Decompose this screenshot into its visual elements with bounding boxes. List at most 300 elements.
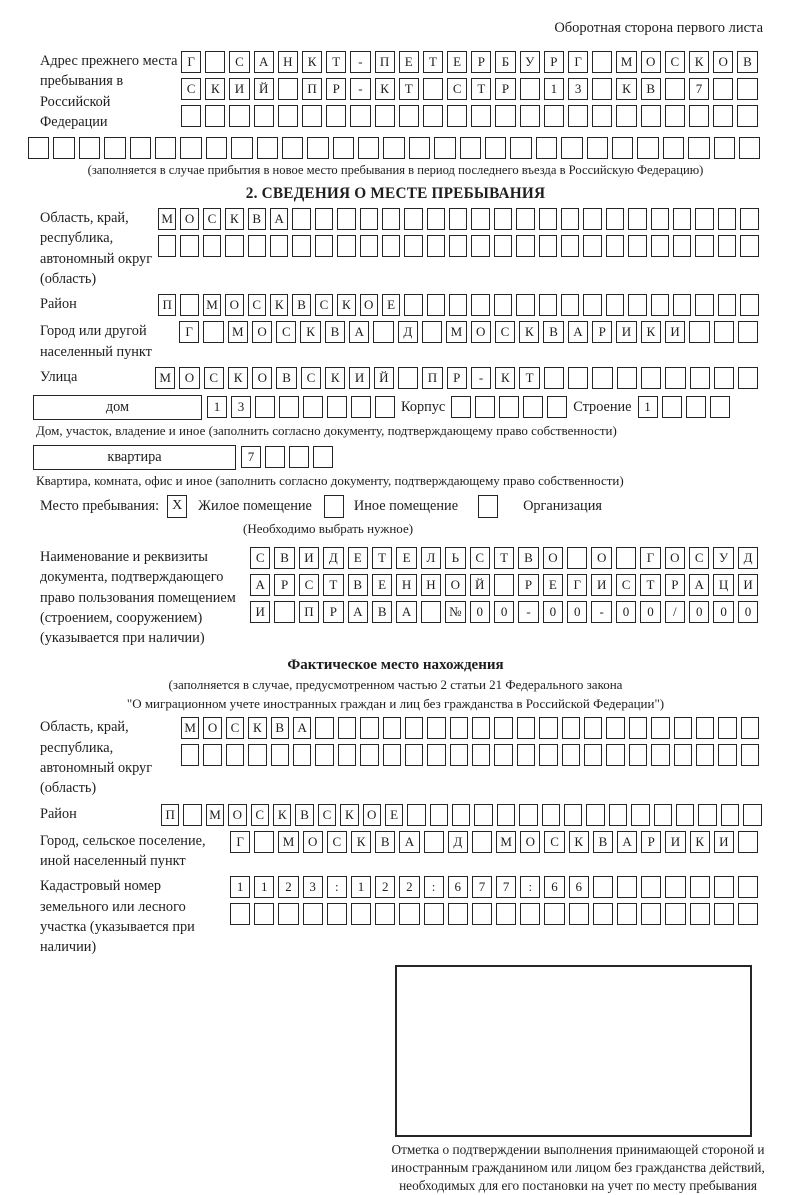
grid-cell[interactable] (740, 208, 758, 230)
grid-cell[interactable] (609, 804, 627, 826)
grid-cell[interactable] (718, 717, 736, 739)
grid-cell[interactable] (495, 105, 515, 127)
grid-cell[interactable] (230, 903, 250, 925)
grid-cell[interactable] (586, 804, 604, 826)
grid-cell[interactable]: К (337, 294, 355, 316)
grid-cell[interactable] (383, 744, 401, 766)
grid-cell[interactable]: Г (640, 547, 660, 569)
grid-cell[interactable]: Р (544, 51, 564, 73)
grid-cell[interactable]: Т (423, 51, 443, 73)
grid-cell[interactable] (472, 903, 492, 925)
grid-cell[interactable]: И (299, 547, 319, 569)
grid-cell[interactable] (450, 744, 468, 766)
grid-cell[interactable] (248, 235, 266, 257)
grid-cell[interactable] (718, 744, 736, 766)
grid-cell[interactable] (561, 137, 582, 159)
grid-cell[interactable] (449, 294, 467, 316)
grid-cell[interactable] (180, 294, 198, 316)
grid-cell[interactable] (180, 137, 201, 159)
grid-cell[interactable]: У (713, 547, 733, 569)
grid-cell[interactable] (721, 804, 739, 826)
grid-cell[interactable] (427, 744, 445, 766)
grid-cell[interactable] (327, 396, 347, 418)
grid-cell[interactable]: И (591, 574, 611, 596)
grid-cell[interactable] (494, 744, 512, 766)
grid-cell[interactable] (520, 903, 540, 925)
grid-cell[interactable]: К (616, 78, 636, 100)
grid-cell[interactable] (226, 744, 244, 766)
grid-cell[interactable]: В (276, 367, 296, 389)
grid-cell[interactable] (278, 78, 298, 100)
grid-cell[interactable] (460, 137, 481, 159)
grid-cell[interactable]: Н (396, 574, 416, 596)
grid-cell[interactable]: В (325, 321, 345, 343)
grid-cell[interactable]: А (689, 574, 709, 596)
grid-cell[interactable]: М (181, 717, 199, 739)
grid-cell[interactable] (606, 294, 624, 316)
grid-cell[interactable]: С (251, 804, 269, 826)
grid-cell[interactable] (327, 903, 347, 925)
grid-cell[interactable] (631, 804, 649, 826)
grid-cell[interactable] (307, 137, 328, 159)
grid-cell[interactable] (606, 235, 624, 257)
grid-cell[interactable]: Т (372, 547, 392, 569)
grid-cell[interactable] (231, 137, 252, 159)
grid-cell[interactable]: М (158, 208, 176, 230)
grid-cell[interactable] (496, 903, 516, 925)
grid-cell[interactable] (714, 321, 734, 343)
grid-cell[interactable] (205, 105, 225, 127)
grid-cell[interactable]: Е (382, 294, 400, 316)
grid-cell[interactable] (737, 105, 757, 127)
grid-cell[interactable] (690, 903, 710, 925)
grid-cell[interactable] (738, 321, 758, 343)
grid-cell[interactable] (713, 105, 733, 127)
grid-cell[interactable] (155, 137, 176, 159)
grid-cell[interactable]: А (293, 717, 311, 739)
grid-cell[interactable] (539, 717, 557, 739)
grid-cell[interactable] (710, 396, 730, 418)
grid-cell[interactable] (637, 137, 658, 159)
grid-cell[interactable] (654, 804, 672, 826)
grid-cell[interactable]: 1 (230, 876, 250, 898)
grid-cell[interactable] (737, 78, 757, 100)
grid-cell[interactable]: В (372, 601, 392, 623)
grid-cell[interactable]: С (665, 51, 685, 73)
grid-cell[interactable]: О (520, 831, 540, 853)
grid-cell[interactable] (265, 446, 285, 468)
grid-cell[interactable] (665, 876, 685, 898)
grid-cell[interactable] (471, 235, 489, 257)
grid-cell[interactable] (229, 105, 249, 127)
grid-cell[interactable] (738, 903, 758, 925)
grid-cell[interactable] (350, 105, 370, 127)
grid-cell[interactable] (254, 105, 274, 127)
grid-cell[interactable]: К (569, 831, 589, 853)
grid-cell[interactable] (360, 235, 378, 257)
grid-cell[interactable]: О (445, 574, 465, 596)
grid-cell[interactable] (375, 396, 395, 418)
grid-cell[interactable] (382, 208, 400, 230)
grid-cell[interactable] (740, 235, 758, 257)
grid-cell[interactable] (651, 294, 669, 316)
grid-cell[interactable]: Б (495, 51, 515, 73)
grid-cell[interactable] (351, 396, 371, 418)
grid-cell[interactable] (423, 105, 443, 127)
grid-cell[interactable]: О (203, 717, 221, 739)
grid-cell[interactable] (696, 717, 714, 739)
grid-cell[interactable] (404, 235, 422, 257)
grid-cell[interactable] (254, 831, 274, 853)
grid-cell[interactable] (278, 903, 298, 925)
grid-cell[interactable]: К (205, 78, 225, 100)
grid-cell[interactable]: О (713, 51, 733, 73)
grid-cell[interactable]: С (226, 717, 244, 739)
grid-cell[interactable] (641, 903, 661, 925)
grid-cell[interactable] (617, 903, 637, 925)
grid-cell[interactable] (475, 396, 495, 418)
grid-cell[interactable] (544, 367, 564, 389)
grid-cell[interactable] (519, 804, 537, 826)
grid-cell[interactable]: : (424, 876, 444, 898)
grid-cell[interactable] (583, 235, 601, 257)
grid-cell[interactable] (536, 137, 557, 159)
grid-cell[interactable] (740, 294, 758, 316)
grid-cell[interactable]: 6 (569, 876, 589, 898)
grid-cell[interactable]: А (250, 574, 270, 596)
grid-cell[interactable]: И (714, 831, 734, 853)
grid-cell[interactable] (373, 321, 393, 343)
grid-cell[interactable] (629, 717, 647, 739)
grid-cell[interactable] (689, 105, 709, 127)
grid-cell[interactable]: 7 (241, 446, 261, 468)
grid-cell[interactable]: 0 (543, 601, 563, 623)
grid-cell[interactable] (665, 367, 685, 389)
grid-cell[interactable]: Г (181, 51, 201, 73)
grid-cell[interactable] (405, 717, 423, 739)
grid-cell[interactable]: Т (323, 574, 343, 596)
grid-cell[interactable] (673, 294, 691, 316)
grid-cell[interactable] (485, 137, 506, 159)
grid-cell[interactable]: Р (641, 831, 661, 853)
grid-cell[interactable]: С (250, 547, 270, 569)
grid-cell[interactable]: С (544, 831, 564, 853)
grid-cell[interactable]: Е (385, 804, 403, 826)
grid-cell[interactable]: 3 (568, 78, 588, 100)
grid-cell[interactable]: А (270, 208, 288, 230)
grid-cell[interactable] (383, 137, 404, 159)
inoe-checkbox[interactable] (324, 495, 344, 518)
grid-cell[interactable]: П (158, 294, 176, 316)
grid-cell[interactable] (695, 235, 713, 257)
grid-cell[interactable]: Р (518, 574, 538, 596)
grid-cell[interactable]: Д (738, 547, 758, 569)
grid-cell[interactable] (303, 903, 323, 925)
grid-cell[interactable]: С (299, 574, 319, 596)
grid-cell[interactable]: О (360, 294, 378, 316)
grid-cell[interactable] (606, 717, 624, 739)
grid-cell[interactable] (315, 744, 333, 766)
grid-cell[interactable]: П (375, 51, 395, 73)
grid-cell[interactable]: В (348, 574, 368, 596)
grid-cell[interactable] (181, 744, 199, 766)
grid-cell[interactable] (183, 804, 201, 826)
grid-cell[interactable]: В (737, 51, 757, 73)
grid-cell[interactable] (662, 396, 682, 418)
grid-cell[interactable] (28, 137, 49, 159)
grid-cell[interactable] (257, 137, 278, 159)
grid-cell[interactable] (690, 367, 710, 389)
grid-cell[interactable] (326, 105, 346, 127)
grid-cell[interactable]: С (229, 51, 249, 73)
grid-cell[interactable]: Н (278, 51, 298, 73)
grid-cell[interactable]: Г (567, 574, 587, 596)
grid-cell[interactable] (587, 137, 608, 159)
grid-cell[interactable] (628, 235, 646, 257)
grid-cell[interactable] (713, 78, 733, 100)
grid-cell[interactable]: С (327, 831, 347, 853)
grid-cell[interactable] (520, 78, 540, 100)
grid-cell[interactable]: - (471, 367, 491, 389)
grid-cell[interactable]: П (302, 78, 322, 100)
grid-cell[interactable]: : (520, 876, 540, 898)
grid-cell[interactable] (739, 137, 760, 159)
grid-cell[interactable]: 1 (254, 876, 274, 898)
grid-cell[interactable] (516, 235, 534, 257)
grid-cell[interactable]: С (181, 78, 201, 100)
grid-cell[interactable]: М (203, 294, 221, 316)
grid-cell[interactable]: М (446, 321, 466, 343)
grid-cell[interactable]: К (248, 717, 266, 739)
grid-cell[interactable] (718, 208, 736, 230)
grid-cell[interactable]: 2 (278, 876, 298, 898)
grid-cell[interactable]: Д (323, 547, 343, 569)
grid-cell[interactable]: Г (179, 321, 199, 343)
grid-cell[interactable] (520, 105, 540, 127)
grid-cell[interactable] (593, 876, 613, 898)
grid-cell[interactable]: Т (519, 367, 539, 389)
grid-cell[interactable] (471, 294, 489, 316)
grid-cell[interactable] (593, 903, 613, 925)
grid-cell[interactable]: М (155, 367, 175, 389)
grid-cell[interactable]: Р (274, 574, 294, 596)
grid-cell[interactable]: 0 (738, 601, 758, 623)
grid-cell[interactable] (592, 51, 612, 73)
grid-cell[interactable] (510, 137, 531, 159)
grid-cell[interactable] (617, 876, 637, 898)
grid-cell[interactable]: Т (494, 547, 514, 569)
grid-cell[interactable]: О (228, 804, 246, 826)
grid-cell[interactable]: А (617, 831, 637, 853)
grid-cell[interactable] (449, 208, 467, 230)
grid-cell[interactable]: Т (326, 51, 346, 73)
grid-cell[interactable] (612, 137, 633, 159)
grid-cell[interactable] (696, 744, 714, 766)
grid-cell[interactable] (592, 367, 612, 389)
grid-cell[interactable]: М (206, 804, 224, 826)
grid-cell[interactable] (337, 235, 355, 257)
grid-cell[interactable] (651, 235, 669, 257)
grid-cell[interactable] (523, 396, 543, 418)
grid-cell[interactable] (434, 137, 455, 159)
grid-cell[interactable]: Е (372, 574, 392, 596)
grid-cell[interactable] (673, 235, 691, 257)
grid-cell[interactable]: М (228, 321, 248, 343)
grid-cell[interactable] (338, 744, 356, 766)
grid-cell[interactable]: Т (640, 574, 660, 596)
grid-cell[interactable]: К (689, 51, 709, 73)
grid-cell[interactable]: С (447, 78, 467, 100)
grid-cell[interactable] (358, 137, 379, 159)
grid-cell[interactable] (562, 717, 580, 739)
grid-cell[interactable]: В (518, 547, 538, 569)
grid-cell[interactable] (315, 235, 333, 257)
grid-cell[interactable]: В (292, 294, 310, 316)
grid-cell[interactable]: О (591, 547, 611, 569)
grid-cell[interactable] (665, 78, 685, 100)
grid-cell[interactable] (592, 105, 612, 127)
grid-cell[interactable]: 0 (470, 601, 490, 623)
grid-cell[interactable] (303, 396, 323, 418)
grid-cell[interactable] (592, 78, 612, 100)
grid-cell[interactable]: - (518, 601, 538, 623)
grid-cell[interactable]: 0 (689, 601, 709, 623)
grid-cell[interactable] (561, 235, 579, 257)
grid-cell[interactable]: О (641, 51, 661, 73)
grid-cell[interactable]: С (301, 367, 321, 389)
grid-cell[interactable]: - (591, 601, 611, 623)
grid-cell[interactable]: Е (447, 51, 467, 73)
grid-cell[interactable] (714, 876, 734, 898)
grid-cell[interactable]: П (299, 601, 319, 623)
grid-cell[interactable] (104, 137, 125, 159)
grid-cell[interactable]: С (318, 804, 336, 826)
grid-cell[interactable] (738, 367, 758, 389)
grid-cell[interactable]: О (471, 321, 491, 343)
grid-cell[interactable] (248, 744, 266, 766)
grid-cell[interactable] (714, 903, 734, 925)
grid-cell[interactable]: 3 (303, 876, 323, 898)
grid-cell[interactable] (130, 137, 151, 159)
grid-cell[interactable]: 6 (448, 876, 468, 898)
grid-cell[interactable]: 6 (544, 876, 564, 898)
grid-cell[interactable]: 1 (638, 396, 658, 418)
grid-cell[interactable]: Е (396, 547, 416, 569)
grid-cell[interactable]: М (616, 51, 636, 73)
grid-cell[interactable]: 7 (496, 876, 516, 898)
grid-cell[interactable]: 1 (207, 396, 227, 418)
grid-cell[interactable] (270, 235, 288, 257)
grid-cell[interactable] (568, 367, 588, 389)
grid-cell[interactable]: Т (399, 78, 419, 100)
grid-cell[interactable] (651, 208, 669, 230)
grid-cell[interactable]: О (179, 367, 199, 389)
grid-cell[interactable]: А (399, 831, 419, 853)
grid-cell[interactable]: О (665, 547, 685, 569)
grid-cell[interactable] (628, 208, 646, 230)
grid-cell[interactable] (665, 903, 685, 925)
grid-cell[interactable] (690, 876, 710, 898)
grid-cell[interactable]: К (225, 208, 243, 230)
grid-cell[interactable] (738, 876, 758, 898)
grid-cell[interactable]: О (543, 547, 563, 569)
grid-cell[interactable]: К (495, 367, 515, 389)
grid-cell[interactable] (686, 396, 706, 418)
grid-cell[interactable] (516, 294, 534, 316)
grid-cell[interactable] (448, 903, 468, 925)
grid-cell[interactable] (203, 235, 221, 257)
grid-cell[interactable]: В (593, 831, 613, 853)
grid-cell[interactable] (651, 744, 669, 766)
grid-cell[interactable] (494, 574, 514, 596)
grid-cell[interactable] (360, 208, 378, 230)
grid-cell[interactable]: Е (399, 51, 419, 73)
grid-cell[interactable] (333, 137, 354, 159)
grid-cell[interactable] (641, 105, 661, 127)
grid-cell[interactable]: М (496, 831, 516, 853)
grid-cell[interactable]: 0 (713, 601, 733, 623)
grid-cell[interactable] (338, 717, 356, 739)
grid-cell[interactable]: 0 (567, 601, 587, 623)
grid-cell[interactable] (383, 717, 401, 739)
grid-cell[interactable] (351, 903, 371, 925)
grid-cell[interactable] (714, 367, 734, 389)
grid-cell[interactable] (337, 208, 355, 230)
grid-cell[interactable]: - (350, 51, 370, 73)
grid-cell[interactable] (472, 831, 492, 853)
grid-cell[interactable] (673, 208, 691, 230)
grid-cell[interactable] (279, 396, 299, 418)
grid-cell[interactable]: 1 (351, 876, 371, 898)
grid-cell[interactable]: К (641, 321, 661, 343)
grid-cell[interactable] (472, 744, 490, 766)
grid-cell[interactable]: О (303, 831, 323, 853)
grid-cell[interactable] (516, 208, 534, 230)
grid-cell[interactable] (255, 396, 275, 418)
grid-cell[interactable]: В (543, 321, 563, 343)
grid-cell[interactable]: 7 (472, 876, 492, 898)
grid-cell[interactable]: С (315, 294, 333, 316)
grid-cell[interactable] (422, 321, 442, 343)
grid-cell[interactable] (398, 367, 418, 389)
grid-cell[interactable] (494, 235, 512, 257)
grid-cell[interactable]: - (350, 78, 370, 100)
grid-cell[interactable]: / (665, 601, 685, 623)
grid-cell[interactable] (674, 744, 692, 766)
grid-cell[interactable] (203, 321, 223, 343)
grid-cell[interactable]: К (273, 804, 291, 826)
grid-cell[interactable]: О (225, 294, 243, 316)
grid-cell[interactable]: О (363, 804, 381, 826)
grid-cell[interactable] (494, 717, 512, 739)
org-checkbox[interactable] (478, 495, 498, 518)
grid-cell[interactable] (583, 294, 601, 316)
grid-cell[interactable]: К (300, 321, 320, 343)
grid-cell[interactable]: Р (323, 601, 343, 623)
grid-cell[interactable] (254, 903, 274, 925)
grid-cell[interactable]: Е (348, 547, 368, 569)
grid-cell[interactable]: И (229, 78, 249, 100)
grid-cell[interactable]: К (375, 78, 395, 100)
grid-cell[interactable] (447, 105, 467, 127)
grid-cell[interactable]: № (445, 601, 465, 623)
grid-cell[interactable] (517, 717, 535, 739)
grid-cell[interactable] (205, 51, 225, 73)
grid-cell[interactable]: И (738, 574, 758, 596)
grid-cell[interactable]: К (302, 51, 322, 73)
grid-cell[interactable] (743, 804, 761, 826)
grid-cell[interactable] (203, 744, 221, 766)
